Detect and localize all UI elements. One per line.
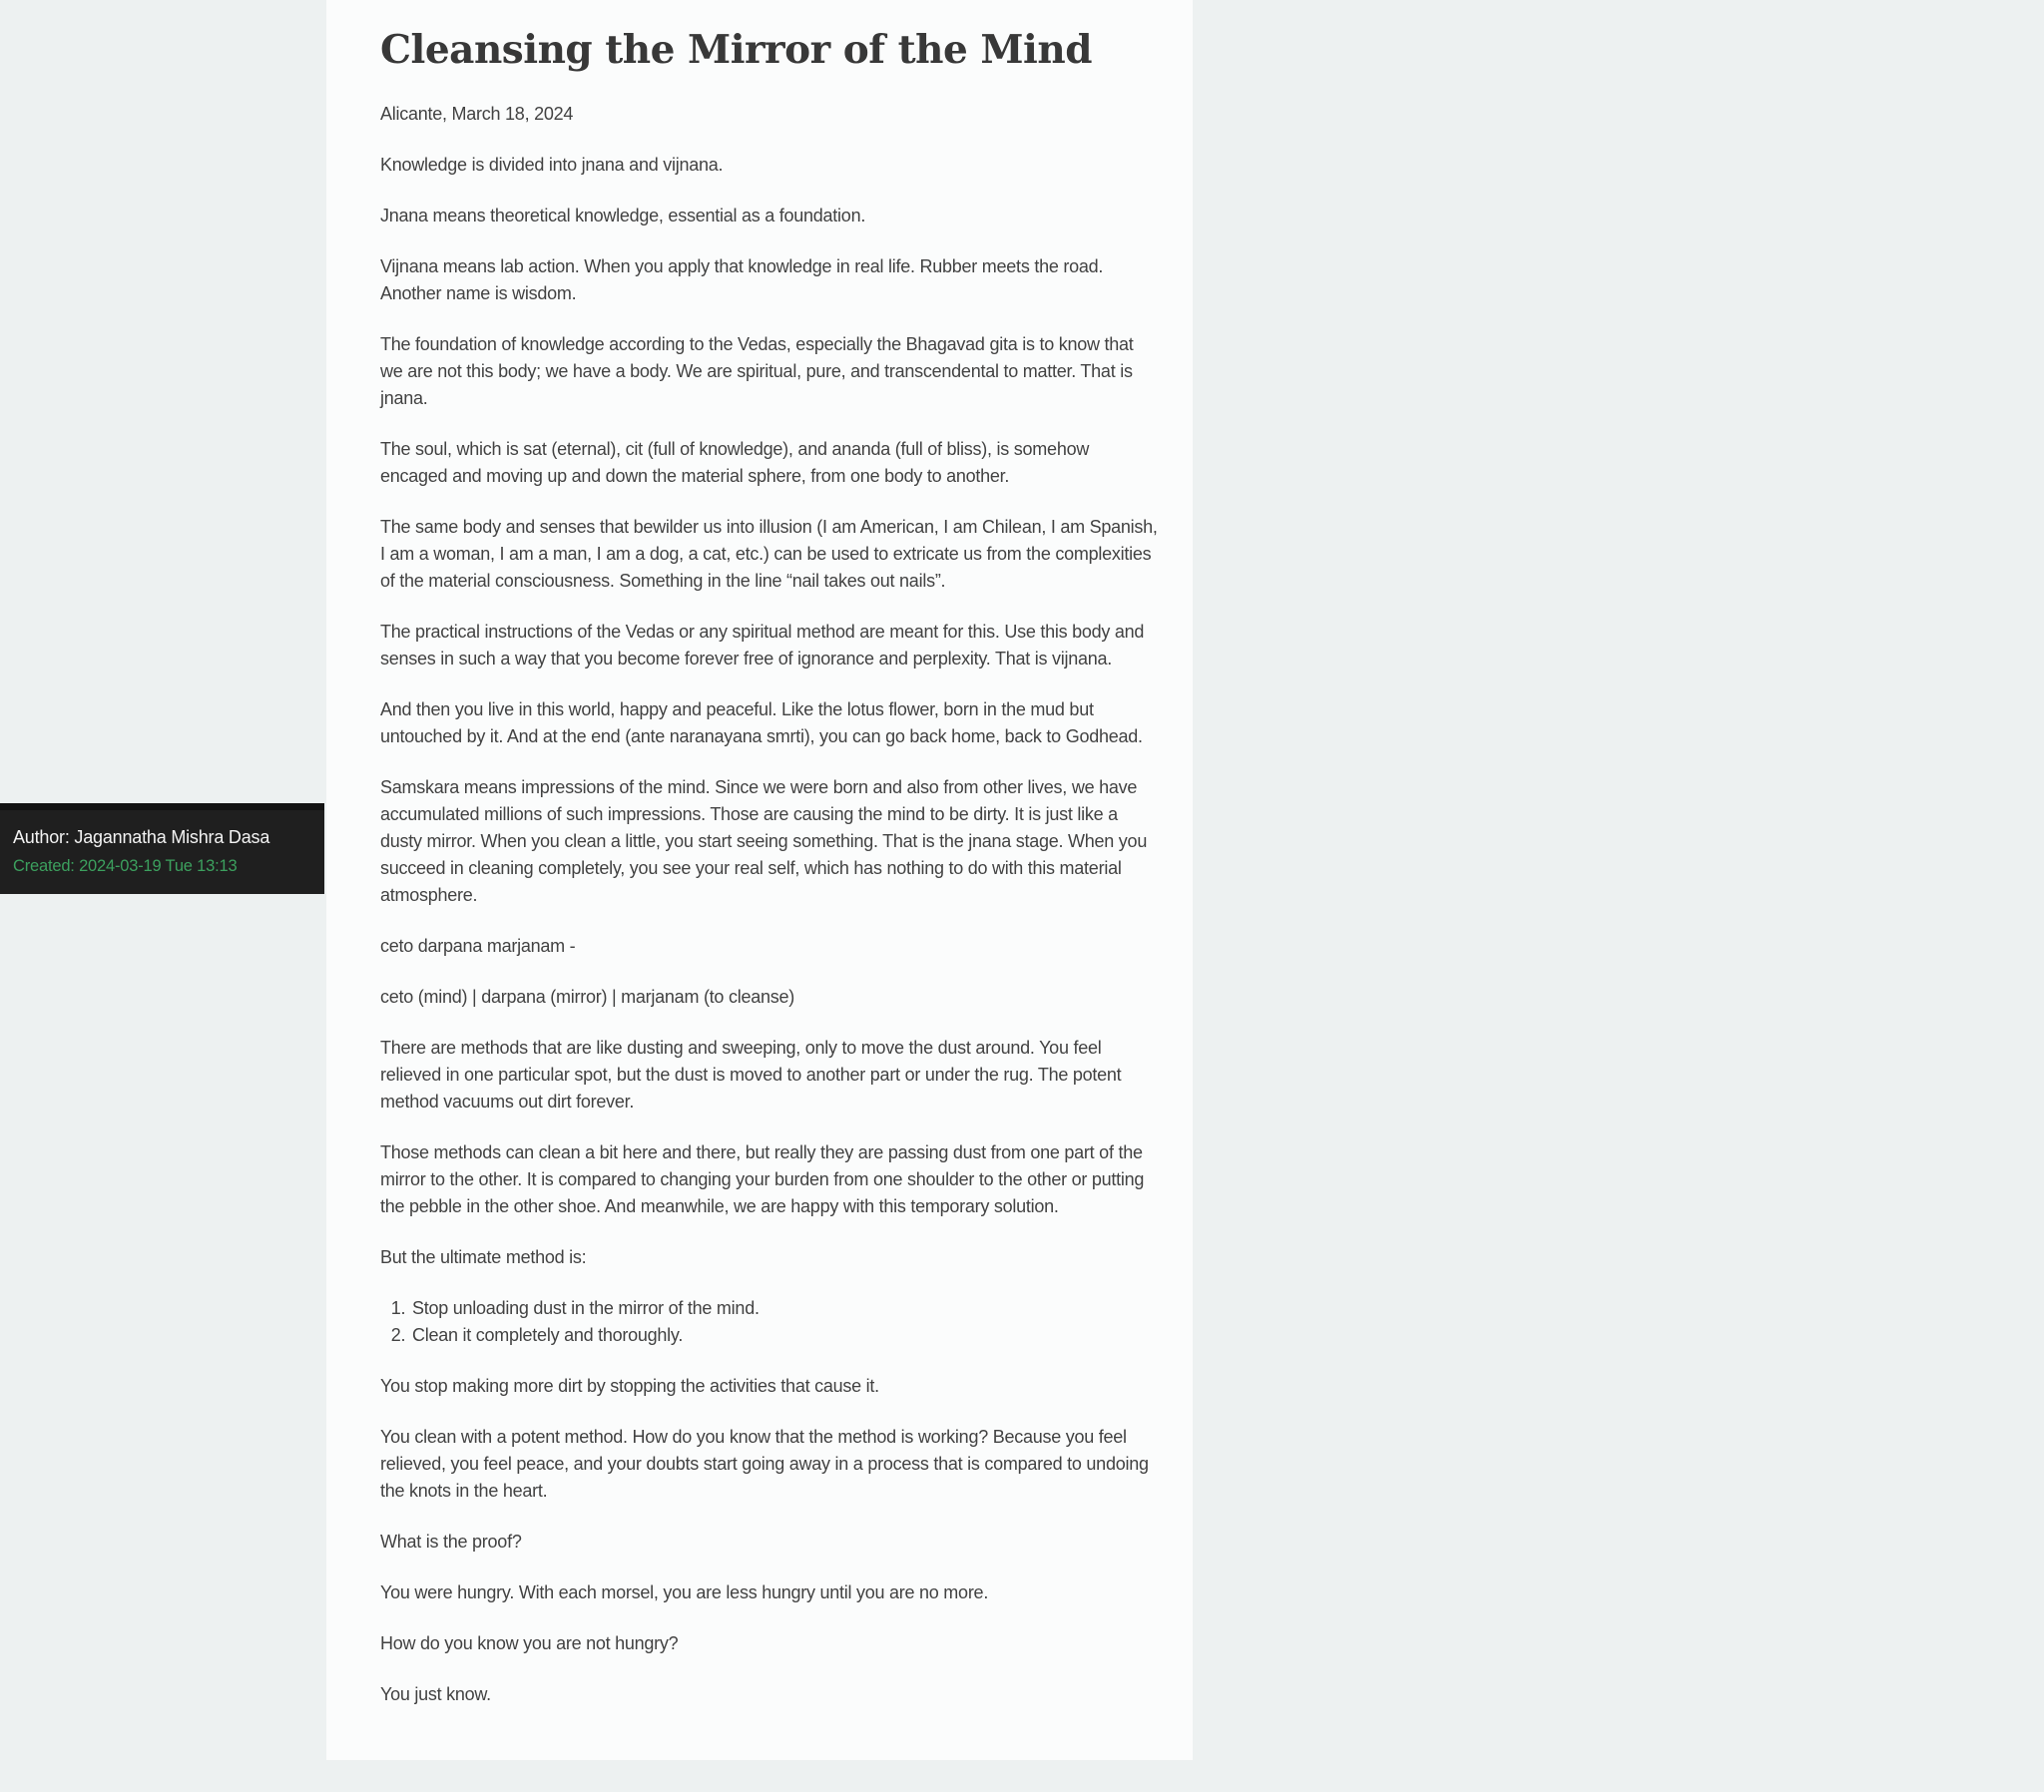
sanskrit-gloss: ceto (mind) | darpana (mirror) | marjanam (to cleanse) (380, 987, 794, 1007)
list-item: 2. Clean it completely and thoroughly. (410, 1322, 1159, 1349)
page-title: Cleansing the Mirror of the Mind (380, 27, 1092, 73)
article-paragraph: Vijnana means lab action. When you apply that knowledge in real life. Rubber meets the road. Another name is wisdom. (380, 256, 1104, 303)
article-paragraph: Jnana means theoretical knowledge, essential as a foundation. (380, 206, 866, 225)
article-paragraph: You just know. (380, 1684, 491, 1704)
article-paragraph: And then you live in this world, happy and peaceful. Like the lotus flower, born in the mud but untouched by it. And at the end (ante naranayana smrti), you can go back home, back to Godhead. (380, 699, 1143, 746)
article-paragraph: There are methods that are like dusting and sweeping, only to move the dust around. You feel relieved in one particular spot, but the dust is moved to another part or under the rug. The potent method vacuums out dirt forever. (380, 1038, 1122, 1112)
article-paragraph: The soul, which is sat (eternal), cit (full of knowledge), and ananda (full of bliss), is somehow encaged and moving up and down the material sphere, from one body to another. (380, 439, 1090, 486)
article-paragraph: You clean with a potent method. How do you know that the method is working? Because you feel relieved, you feel peace, and your doubts start going away in a process that is compared to undoing the knots in the heart. (380, 1427, 1149, 1501)
dateline: Alicante, March 18, 2024 (380, 104, 574, 124)
article-paragraph: The foundation of knowledge according to the Vedas, especially the Bhagavad gita is to know that we are not this body; we have a body. We are spiritual, pure, and transcendental to matter. That is jnana. (380, 334, 1134, 408)
article-paragraph: You were hungry. With each morsel, you are less hungry until you are no more. (380, 1582, 989, 1602)
article-paragraph: Samskara means impressions of the mind. Since we were born and also from other lives, we have accumulated millions of such impressions. Those are causing the mind to be dirty. It is just like a dusty mirror. When you clean a little, you start seeing something. That is the jnana stage. When you succeed in cleaning completely, you see your real self, which has nothing to do with this material atmosphere. (380, 777, 1148, 905)
author-info-box (0, 803, 324, 894)
article-paragraph: You stop making more dirt by stopping the activities that cause it. (380, 1376, 879, 1396)
article-page-column (326, 0, 1193, 1760)
article-paragraph: Knowledge is divided into jnana and vijnana. (380, 155, 724, 175)
article-paragraph: How do you know you are not hungry? (380, 1633, 679, 1653)
sanskrit-quote: ceto darpana marjanam - (380, 936, 576, 956)
article-paragraph: What is the proof? (380, 1532, 522, 1552)
list-item: 1. Stop unloading dust in the mirror of the mind. (410, 1295, 1159, 1322)
author-name: Author: Jagannatha Mishra Dasa (13, 827, 270, 847)
article-paragraph: The same body and senses that bewilder us into illusion (I am American, I am Chilean, I am Spanish, I am a woman, I am a man, I am a dog, a cat, etc.) can be used to extricate us from the complexities of the material consciousness. Something in the line “nail takes out nails”. (380, 517, 1158, 591)
ultimate-method-list (380, 1295, 1159, 1349)
article-paragraph: Those methods can clean a bit here and there, but really they are passing dust from one part of the mirror to the other. It is compared to changing your burden from one shoulder to the other or putting the pebble in the other shoe. And meanwhile, we are happy with this temporary solution. (380, 1142, 1145, 1216)
article-paragraph: But the ultimate method is: (380, 1247, 587, 1267)
article-paragraph: The practical instructions of the Vedas or any spiritual method are meant for this. Use this body and senses in such a way that you become forever free of ignorance and perplexity. That is vijnana. (380, 622, 1145, 669)
article-content (326, 0, 1199, 1792)
created-timestamp: Created: 2024-03-19 Tue 13:13 (13, 857, 238, 875)
